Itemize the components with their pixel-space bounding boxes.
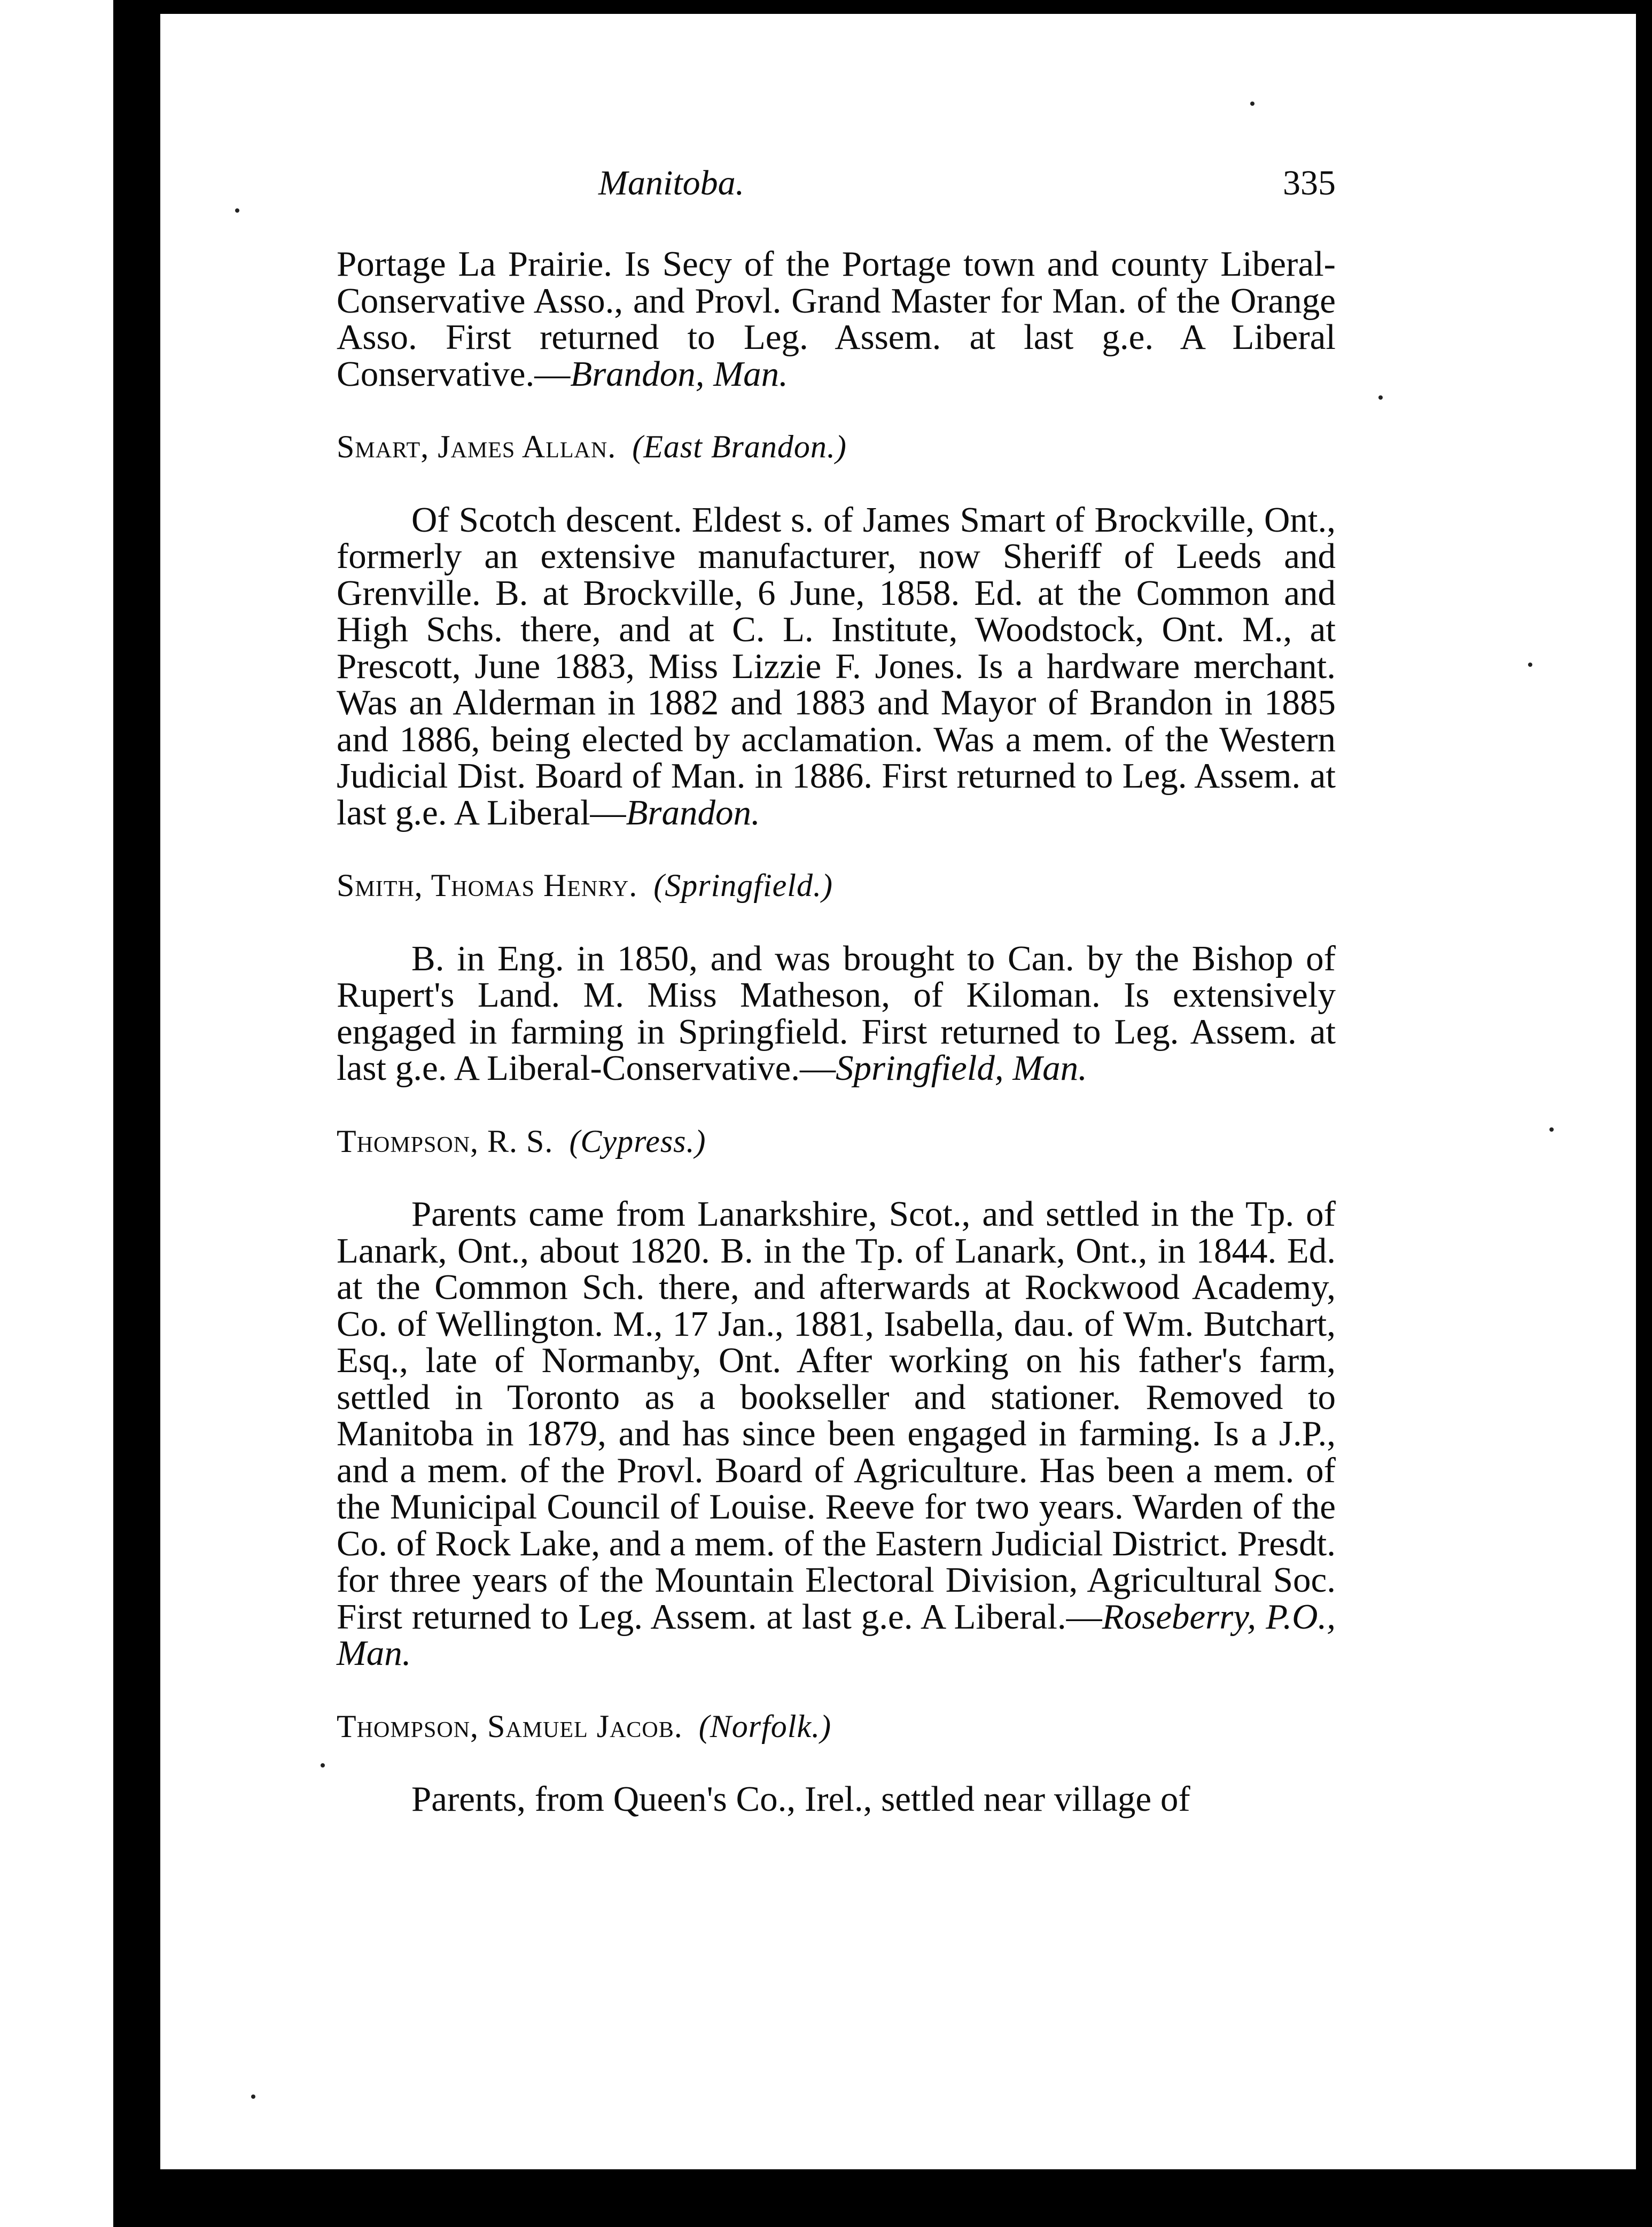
entry-smart: [337, 392, 1336, 831]
entry-address: Springfield, Man.: [836, 1048, 1087, 1088]
entry-heading: [337, 392, 1336, 502]
left-margin-strip: [0, 0, 113, 2227]
entry-heading: [337, 1087, 1336, 1196]
entry-thompson-sj: [337, 1672, 1336, 1818]
scan-speck: [321, 1763, 325, 1767]
entry-thompson-rs: [337, 1087, 1336, 1672]
scan-speck: [1378, 395, 1383, 400]
scan-speck: [1528, 663, 1532, 667]
entry-name: Smart, James Allan.: [337, 429, 617, 464]
entry-biography: [337, 502, 1336, 831]
scan-speck: [235, 208, 239, 213]
entry-name: Smith, Thomas Henry.: [337, 868, 638, 903]
entry-constituency: (East Brandon.): [632, 429, 847, 464]
entry-biography: [337, 1781, 1336, 1818]
entry-address: Roseberry, P.O., Man.: [337, 1597, 1336, 1673]
entry-constituency: (Springfield.): [653, 868, 833, 903]
running-title: Manitoba.: [598, 163, 745, 203]
continuation-address: Brandon, Man.: [570, 354, 788, 394]
entry-heading: [337, 1672, 1336, 1781]
entry-text: Parents, from Queen's Co., Irel., settled near village of: [411, 1779, 1190, 1819]
scan-speck: [1250, 102, 1254, 106]
continuation-paragraph: [337, 246, 1336, 392]
scan-speck: [1549, 1127, 1554, 1132]
entry-constituency: (Norfolk.): [698, 1708, 832, 1744]
entry-text: Parents came from Lanarkshire, Scot., and settled in the Tp. of Lanark, Ont., about 1820. B. in the Tp. of Lanark, Ont., in 1844. Ed. at the Common Sch. there, and afterwards at Rockwood Academy, Co. of Wellington. M., 17 Jan., 1881, Isabella, dau. of Wm. Butchart, Esq., late of Normanby, Ont. After working on his father's farm, settled in Toronto as a bookseller and stationer. Removed to Manitoba in 1879, and has since been engaged in farming. Is a J.P., and a mem. of the Provl. Board of Agriculture. Has been a mem. of the Municipal Council of Louise. Reeve for two years. Warden of the Co. of Rock Lake, and a mem. of the Eastern Judicial District. Presdt. for three years of the Mountain Electoral Division, Agricultural Soc. First returned to Leg. Assem. at last g.e. A Liberal.—: [337, 1194, 1336, 1637]
entry-address: Brandon.: [626, 792, 760, 832]
entry-heading: [337, 831, 1336, 940]
scan-speck: [251, 2094, 255, 2099]
entry-biography: [337, 1196, 1336, 1672]
entry-text: B. in Eng. in 1850, and was brought to Can. by the Bishop of Rupert's Land. M. Miss Matheson, of Kiloman. Is extensively engaged in farming in Springfield. First returned to Leg. Assem. at last g.e. A Liberal-Conservative.—: [337, 938, 1336, 1088]
entry-constituency: (Cypress.): [569, 1123, 706, 1159]
page-number: 335: [1283, 163, 1336, 203]
entry-text: Of Scotch descent. Eldest s. of James Smart of Brockville, Ont., formerly an extensive manufacturer, now Sheriff of Leeds and Grenville. B. at Brockville, 6 June, 1858. Ed. at the Common and High Schs. there, and at C. L. Institute, Woodstock, Ont. M., at Prescott, June 1883, Miss Lizzie F. Jones. Is a hardware merchant. Was an Alderman in 1882 and 1883 and Mayor of Brandon in 1885 and 1886, being elected by acclamation. Was a mem. of the Western Judicial Dist. Board of Man. in 1886. First returned to Leg. Assem. at last g.e. A Liberal—: [337, 500, 1336, 832]
entry-name: Thompson, R. S.: [337, 1123, 554, 1159]
entry-smith: [337, 831, 1336, 1087]
entry-name: Thompson, Samuel Jacob.: [337, 1708, 683, 1744]
continuation-text: Portage La Prairie. Is Secy of the Portage town and county Liberal-Conservative Asso., and Provl. Grand Master for Man. of the Orange Asso. First returned to Leg. Assem. at last g.e. A Liberal Conservative.—: [337, 244, 1336, 394]
page-body: [337, 246, 1336, 1818]
entry-biography: [337, 940, 1336, 1087]
